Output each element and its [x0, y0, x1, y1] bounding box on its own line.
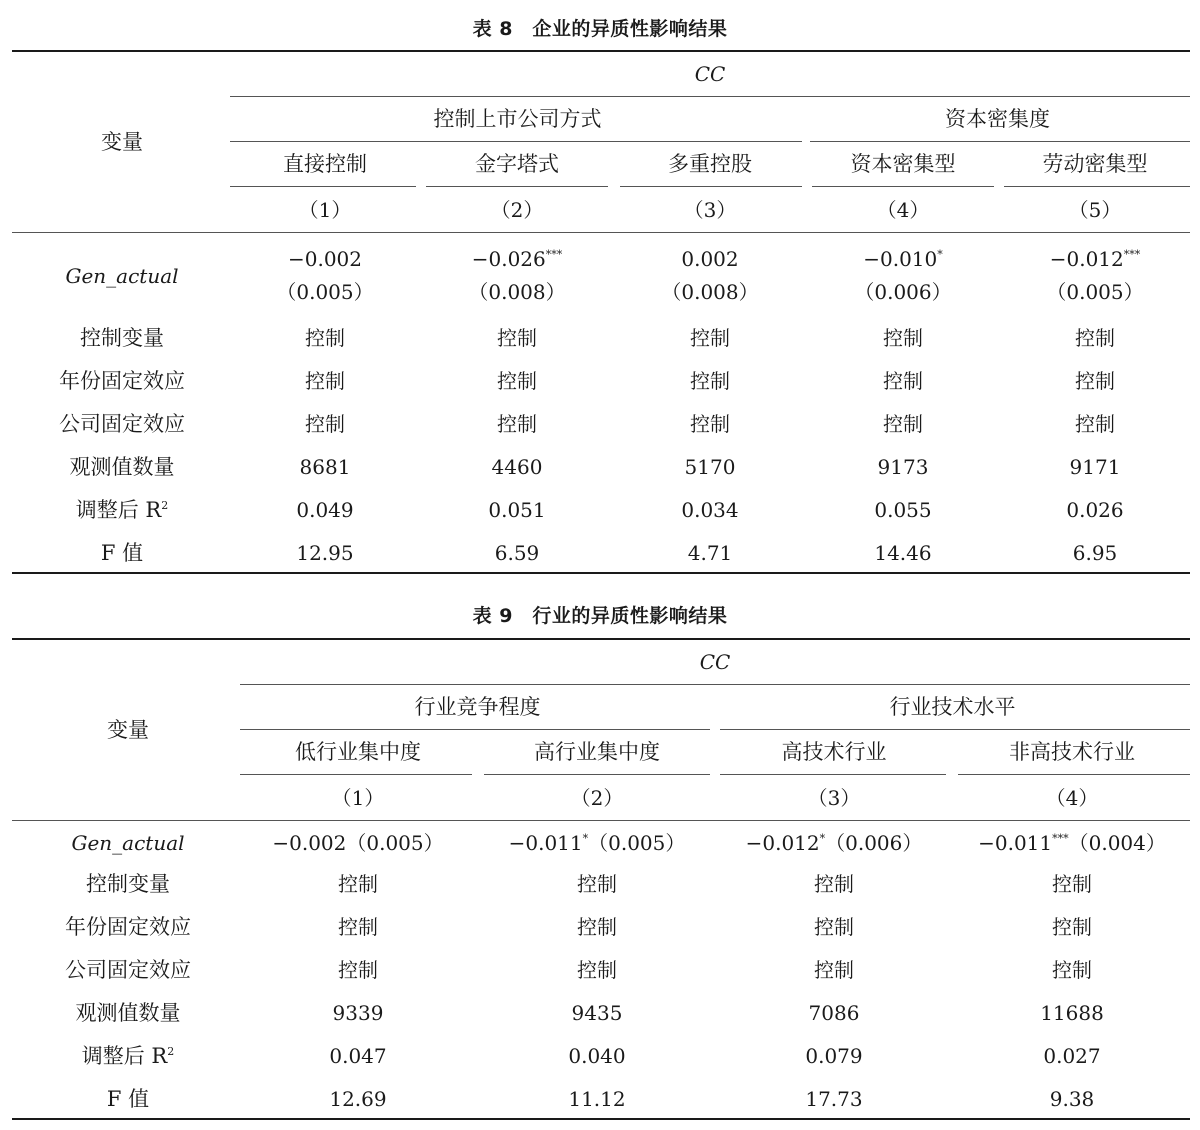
- table8-cell: 控制: [883, 326, 923, 350]
- table9-col-header: 高技术行业: [781, 740, 887, 764]
- row-label-text: F 值: [100, 541, 144, 565]
- table9-cell: 控制: [577, 915, 617, 939]
- table9-cell: 0.027: [1043, 1044, 1101, 1068]
- table8-gen-coef: [808, 247, 998, 271]
- table9-row-label: [12, 915, 244, 939]
- table9-row-label: [12, 1087, 244, 1111]
- table9-cell: 控制: [814, 958, 854, 982]
- table8-gen-coef: [230, 247, 420, 271]
- table8-header-rule: [12, 232, 1190, 233]
- row-label-text: 公司固定效应: [65, 958, 191, 982]
- significance-stars: ***: [545, 248, 563, 261]
- table8-col-rule: [1004, 186, 1190, 187]
- table8-gen-coef: [1000, 247, 1190, 271]
- table9-col-rule: [240, 774, 472, 775]
- table9-cell: 9339: [332, 1001, 384, 1025]
- table8-cell: 6.95: [1072, 541, 1118, 565]
- table9-cell: 控制: [577, 872, 617, 896]
- table8-col-number: （3）: [683, 198, 737, 222]
- table8-col-rule: [812, 186, 994, 187]
- table8-col-number: （2）: [490, 198, 544, 222]
- table8-cell: 控制: [690, 326, 730, 350]
- table8-group-ownership: 控制上市公司方式: [433, 107, 602, 131]
- table8-cell: 14.46: [874, 541, 932, 565]
- table8-row-label: [12, 369, 232, 393]
- table8-cell: 控制: [1075, 412, 1115, 436]
- table8-cell: 9173: [877, 455, 929, 479]
- table9-cell: 控制: [814, 915, 854, 939]
- table9-top-rule: [12, 638, 1190, 640]
- table9-cell: 7086: [808, 1001, 860, 1025]
- table8-gen-se: （0.006）: [854, 280, 952, 304]
- table8-gen-coef: [615, 247, 805, 271]
- table9-cell: 控制: [577, 958, 617, 982]
- table8-col-number: （1）: [298, 198, 352, 222]
- table8-cell: 控制: [305, 326, 345, 350]
- table8-gen-label: Gen_actual: [65, 264, 179, 288]
- table8-cell: 8681: [299, 455, 351, 479]
- table9-cell: 0.047: [329, 1044, 387, 1068]
- table8-cell: 控制: [497, 369, 537, 393]
- table8-cell: 0.034: [681, 498, 739, 522]
- table8-cell: 0.049: [296, 498, 354, 522]
- table9-dv-label: CC: [699, 650, 731, 674]
- table8-cell: 4.71: [687, 541, 733, 565]
- table9-cell: 控制: [1052, 958, 1092, 982]
- table8-cell: 0.026: [1066, 498, 1124, 522]
- significance-stars: *: [819, 832, 826, 845]
- table8-col-header: 直接控制: [283, 152, 367, 176]
- row-label-text: 年份固定效应: [65, 915, 191, 939]
- table8-col-number: （4）: [876, 198, 930, 222]
- table8-cell: 控制: [497, 412, 537, 436]
- table9-gen-coef: [954, 831, 1190, 855]
- standard-error: （0.005）: [346, 831, 444, 855]
- table8-row-label: [12, 412, 232, 436]
- table8-top-rule: [12, 50, 1190, 52]
- table9-col-number: （3）: [807, 786, 861, 810]
- row-label-text: 观测值数量: [69, 455, 175, 479]
- table9-cell: 控制: [1052, 872, 1092, 896]
- table8-var-header: 变量: [101, 130, 143, 154]
- row-label-text: 观测值数量: [75, 1001, 181, 1025]
- table8-gen-se: （0.008）: [661, 280, 759, 304]
- superscript: 2: [167, 1045, 175, 1058]
- standard-error: （0.006）: [825, 831, 923, 855]
- standard-error: （0.005）: [588, 831, 686, 855]
- table8-cell: 控制: [305, 369, 345, 393]
- row-label-text: 公司固定效应: [59, 412, 185, 436]
- table8-cell: 控制: [690, 369, 730, 393]
- table9-col-rule: [720, 774, 946, 775]
- table9-group-technology: 行业技术水平: [889, 695, 1016, 719]
- table9-row-label: [12, 872, 244, 896]
- coef-value: −0.012: [1049, 247, 1124, 271]
- table8-cell: 0.055: [874, 498, 932, 522]
- table9-dv-rule: [240, 684, 1190, 685]
- table8-cell: 控制: [305, 412, 345, 436]
- table9-col-number: （2）: [570, 786, 624, 810]
- row-label-text: 年份固定效应: [59, 369, 185, 393]
- table9-var-header: 变量: [107, 718, 149, 742]
- table9-row-label: [12, 958, 244, 982]
- table8-row-label: [12, 541, 232, 565]
- coef-value: 0.002: [681, 247, 739, 271]
- table8-row-label: [12, 326, 232, 350]
- table8-col-header: 资本密集型: [850, 152, 956, 176]
- table9-cell: 控制: [338, 958, 378, 982]
- table9-group-competition: 行业竞争程度: [414, 695, 541, 719]
- table9-col-number: （1）: [331, 786, 385, 810]
- table9-cell: 9.38: [1049, 1087, 1095, 1111]
- table8-cell: 9171: [1069, 455, 1121, 479]
- standard-error: （0.004）: [1068, 831, 1166, 855]
- table8-col-header: 劳动密集型: [1042, 152, 1148, 176]
- table8-cell: 控制: [1075, 326, 1115, 350]
- superscript: 2: [161, 499, 169, 512]
- table8-col-header: 金字塔式: [475, 152, 559, 176]
- row-label-text: 控制变量: [80, 326, 164, 350]
- table8-cell: 6.59: [494, 541, 540, 565]
- table8-col-header: 多重控股: [668, 152, 752, 176]
- coef-value: −0.002: [272, 831, 347, 855]
- table9-group-rule-1: [240, 729, 710, 730]
- table8-row-label: [12, 455, 232, 479]
- significance-stars: *: [937, 248, 943, 261]
- table9-cell: 控制: [814, 872, 854, 896]
- significance-stars: ***: [1052, 832, 1069, 845]
- table9-cell: 11688: [1040, 1001, 1104, 1025]
- table8-gen-se: （0.005）: [1046, 280, 1144, 304]
- table8-cell: 12.95: [296, 541, 354, 565]
- table8-cell: 0.051: [488, 498, 546, 522]
- table9-col-number: （4）: [1045, 786, 1099, 810]
- table8-cell: 控制: [883, 412, 923, 436]
- table9-col-header: 低行业集中度: [295, 740, 421, 764]
- table9-cell: 17.73: [805, 1087, 863, 1111]
- table8-cell: 控制: [497, 326, 537, 350]
- table8-cell: 控制: [883, 369, 923, 393]
- table9-cell: 9435: [571, 1001, 623, 1025]
- significance-stars: ***: [1123, 248, 1141, 261]
- table8-group-capital: 资本密集度: [945, 107, 1050, 131]
- table8-col-number: （5）: [1068, 198, 1122, 222]
- coef-value: −0.011: [978, 831, 1053, 855]
- table9-col-header: 高行业集中度: [534, 740, 660, 764]
- coef-value: −0.002: [287, 247, 362, 271]
- table9-cell: 0.040: [568, 1044, 626, 1068]
- table8-bottom-rule: [12, 572, 1190, 574]
- table9-col-rule: [958, 774, 1190, 775]
- table9-row-label: [12, 1001, 244, 1025]
- table8-col-rule: [230, 186, 416, 187]
- table8-dv-rule: [230, 96, 1190, 97]
- table9-caption: 表 9 行业的异质性影响结果: [472, 605, 728, 627]
- table8-dv-label: CC: [694, 62, 726, 86]
- table8-col-rule: [620, 186, 802, 187]
- table9-cell: 0.079: [805, 1044, 863, 1068]
- table8-cell: 5170: [684, 455, 736, 479]
- table8-cell: 控制: [1075, 369, 1115, 393]
- table9-cell: 12.69: [329, 1087, 387, 1111]
- row-label-text: 调整后 R: [81, 1044, 168, 1068]
- table8-gen-coef: [422, 247, 612, 271]
- table9-cell: 控制: [1052, 915, 1092, 939]
- table9-gen-coef: [716, 831, 952, 855]
- table8-caption: 表 8 企业的异质性影响结果: [472, 18, 728, 40]
- table9-header-rule: [12, 820, 1190, 821]
- table9-gen-coef: [479, 831, 715, 855]
- coef-value: −0.011: [508, 831, 583, 855]
- table9-cell: 11.12: [568, 1087, 626, 1111]
- table8-row-label: [12, 498, 232, 522]
- table9-group-rule-2: [720, 729, 1190, 730]
- table9-col-header: 非高技术行业: [1009, 740, 1135, 764]
- table9-gen-coef: [240, 831, 476, 855]
- table8-group-rule-1: [230, 141, 802, 142]
- table8-gen-se: （0.005）: [276, 280, 374, 304]
- table9-row-label: [12, 1044, 244, 1068]
- table8-col-rule: [426, 186, 608, 187]
- row-label-text: 控制变量: [86, 872, 170, 896]
- coef-value: −0.010: [863, 247, 938, 271]
- table9-cell: 控制: [338, 872, 378, 896]
- row-label-text: 调整后 R: [75, 498, 162, 522]
- table8-gen-se: （0.008）: [468, 280, 566, 304]
- table9-cell: 控制: [338, 915, 378, 939]
- row-label-text: F 值: [106, 1087, 150, 1111]
- table9-bottom-rule: [12, 1118, 1190, 1120]
- significance-stars: *: [582, 832, 589, 845]
- coef-value: −0.012: [745, 831, 820, 855]
- table9-gen-label: Gen_actual: [71, 831, 185, 855]
- table8-cell: 4460: [491, 455, 543, 479]
- table8-cell: 控制: [690, 412, 730, 436]
- table9-col-rule: [484, 774, 710, 775]
- table8-group-rule-2: [810, 141, 1190, 142]
- coef-value: −0.026: [471, 247, 546, 271]
